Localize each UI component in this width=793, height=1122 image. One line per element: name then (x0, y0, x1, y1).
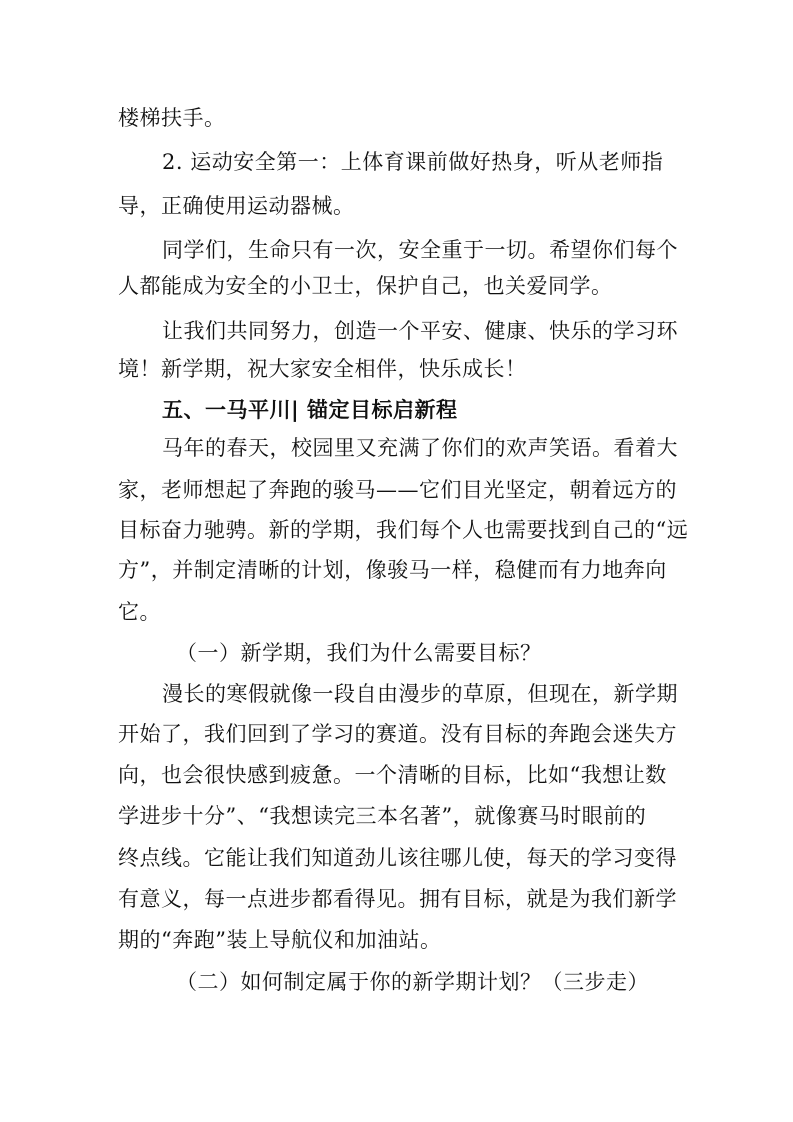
text-line: 楼梯扶手。 (118, 106, 226, 130)
text-line: 有意义，每一点进步都看得见。拥有目标，就是为我们新学 (118, 887, 677, 911)
text-line: 同学们，生命只有一次，安全重于一切。希望你们每个 (162, 238, 678, 262)
text-line: 家，老师想起了奔跑的骏马——它们目光坚定，朝着远方的 (118, 478, 677, 502)
subsection-heading: （一）新学期，我们为什么需要目标？ (176, 641, 542, 665)
text-line: 漫长的寒假就像一段自由漫步的草原，但现在，新学期 (162, 682, 678, 706)
text-line: 向，也会很快感到疲惫。一个清晰的目标，比如“我想让数 (118, 763, 667, 787)
text-line: 马年的春天，校园里又充满了你们的欢声笑语。看着大 (162, 436, 678, 460)
text-line: 2. 运动安全第一：上体育课前做好热身，听从老师指 (162, 150, 664, 174)
text-line: 终点线。它能让我们知道劲儿该往哪儿使，每天的学习变得 (118, 846, 677, 870)
text-line: 导，正确使用运动器械。 (118, 194, 355, 218)
section-heading: 五、一马平川| 锚定目标启新程 (162, 398, 458, 422)
subsection-heading: （二）如何制定属于你的新学期计划？（三步走） (176, 970, 649, 994)
text-line: 目标奋力驰骋。新的学期，我们每个人也需要找到自己的“远 (118, 518, 689, 542)
text-line: 境！新学期，祝大家安全相伴，快乐成长！ (118, 357, 527, 381)
text-line: 期的“奔跑”装上导航仪和加油站。 (118, 928, 442, 952)
text-line: 开始了，我们回到了学习的赛道。没有目标的奔跑会迷失方 (118, 722, 677, 746)
text-line: 方”，并制定清晰的计划，像骏马一样，稳健而有力地奔向 (118, 558, 667, 582)
text-line: 人都能成为安全的小卫士，保护自己，也关爱同学。 (118, 274, 613, 298)
text-line: 它。 (118, 600, 161, 624)
text-line: 学进步十分”、“我想读完三本名著”，就像赛马时眼前的 (118, 804, 647, 828)
text-line: 让我们共同努力，创造一个平安、健康、快乐的学习环 (162, 319, 678, 343)
